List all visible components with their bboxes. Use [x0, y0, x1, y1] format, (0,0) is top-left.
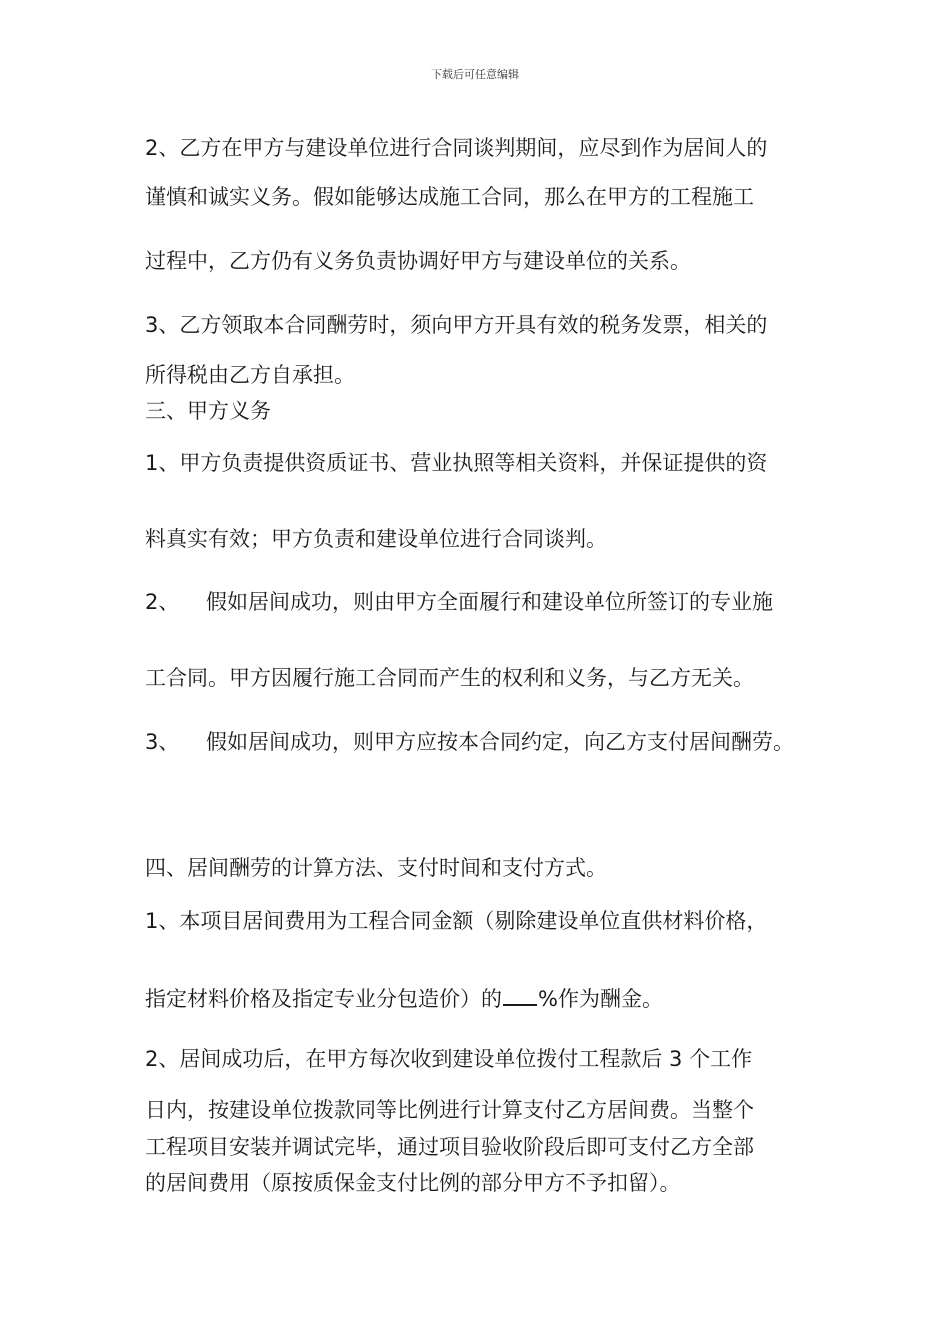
paragraph-line: 3、 假如居间成功，则甲方应按本合同约定，向乙方支付居间酬劳。 — [145, 730, 795, 754]
paragraph-line: 过程中，乙方仍有义务负责协调好甲方与建设单位的关系。 — [145, 249, 691, 273]
paragraph-line: 2、居间成功后，在甲方每次收到建设单位拨付工程款后 3 个工作 — [145, 1047, 753, 1071]
paragraph-line: 日内，按建设单位拨款同等比例进行计算支付乙方居间费。当整个 — [145, 1098, 754, 1122]
paragraph-line: 谨慎和诚实义务。假如能够达成施工合同，那么在甲方的工程施工 — [145, 185, 754, 209]
fee-rate-blank — [503, 986, 537, 1006]
paragraph-line: 2、乙方在甲方与建设单位进行合同谈判期间，应尽到作为居间人的 — [145, 136, 768, 160]
section-heading: 三、甲方义务 — [145, 399, 271, 423]
paragraph-line: 1、本项目居间费用为工程合同金额（剔除建设单位直供材料价格， — [145, 909, 768, 933]
paragraph-line: 3、乙方领取本合同酬劳时，须向甲方开具有效的税务发票，相关的 — [145, 313, 768, 337]
fee-rate-text-before: 指定材料价格及指定专业分包造价）的 — [145, 987, 502, 1011]
paragraph-line: 2、 假如居间成功，则由甲方全面履行和建设单位所签订的专业施 — [145, 590, 774, 614]
paragraph-line: 的居间费用（原按质保金支付比例的部分甲方不予扣留）。 — [145, 1171, 681, 1195]
paragraph-line: 料真实有效；甲方负责和建设单位进行合同谈判。 — [145, 527, 607, 551]
fee-rate-text-after: %作为酬金。 — [538, 987, 663, 1011]
fee-rate-line — [145, 986, 663, 1010]
section-heading: 四、居间酬劳的计算方法、支付时间和支付方式。 — [145, 856, 607, 880]
paragraph-line: 工程项目安装并调试完毕，通过项目验收阶段后即可支付乙方全部 — [145, 1135, 754, 1159]
page-header-note: 下载后可任意编辑 — [431, 68, 519, 81]
paragraph-line: 所得税由乙方自承担。 — [145, 363, 355, 387]
paragraph-line: 1、甲方负责提供资质证书、营业执照等相关资料，并保证提供的资 — [145, 451, 768, 475]
paragraph-line: 工合同。甲方因履行施工合同而产生的权利和义务，与乙方无关。 — [145, 666, 754, 690]
